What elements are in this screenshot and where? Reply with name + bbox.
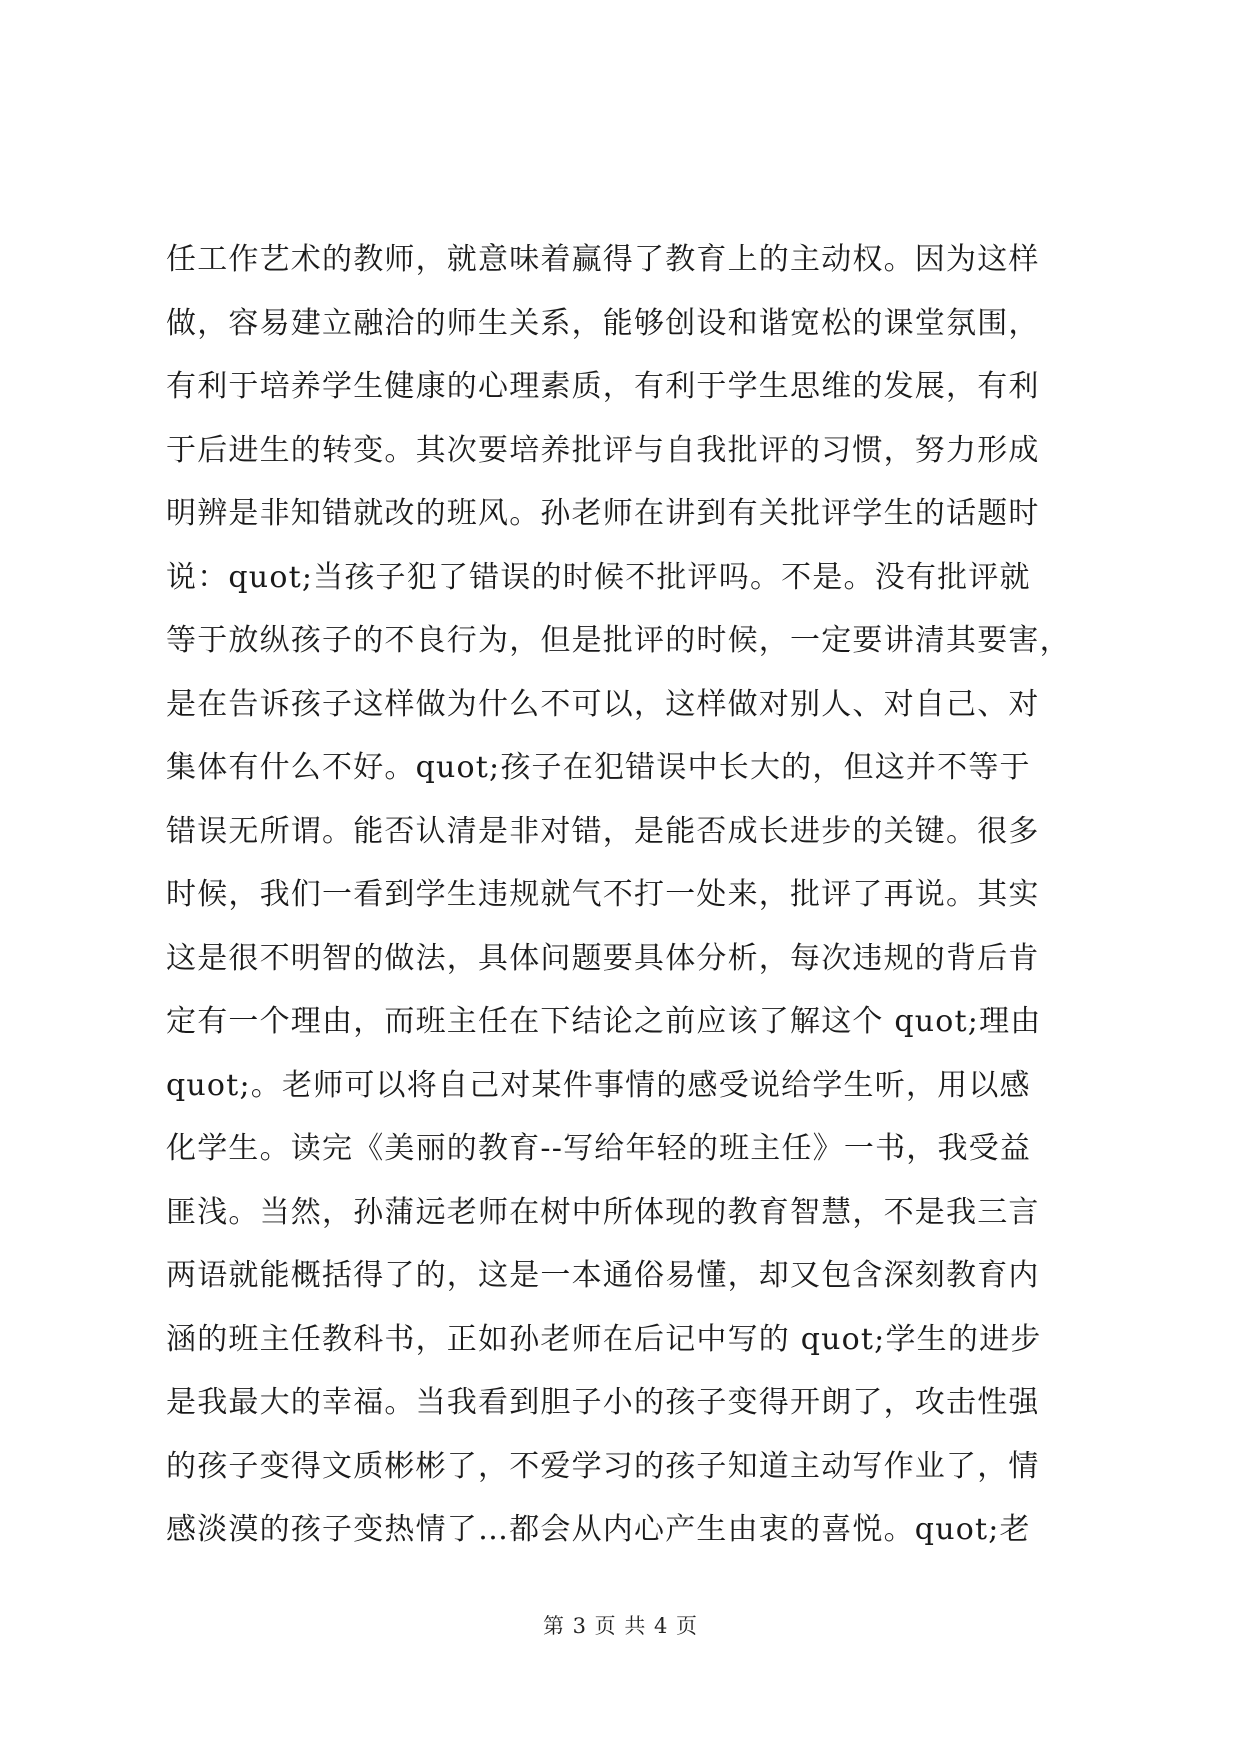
text-line: 匪浅。当然，孙蒲远老师在树中所体现的教育智慧，不是我三言 <box>166 1194 1040 1230</box>
text-line: 涵的班主任教科书，正如孙老师在后记中写的 quot;学生的进步 <box>166 1321 1042 1357</box>
text-line: 说：quot;当孩子犯了错误的时候不批评吗。不是。没有批评就 <box>166 559 1031 595</box>
page-footer <box>0 1610 1241 1640</box>
text-line: quot;。老师可以将自己对某件事情的感受说给学生听，用以感 <box>166 1067 1031 1103</box>
text-line: 感淡漠的孩子变热情了…都会从内心产生由衷的喜悦。quot;老 <box>166 1512 1031 1547</box>
text-line: 的孩子变得文质彬彬了，不爱学习的孩子知道主动写作业了，情 <box>166 1448 1040 1484</box>
text-line: 是在告诉孩子这样做为什么不可以，这样做对别人、对自己、对 <box>166 686 1040 722</box>
text-line: 集体有什么不好。quot;孩子在犯错误中长大的，但这并不等于 <box>166 750 1031 785</box>
page-number-indicator: 第 3 页 共 4 页 <box>542 1614 699 1638</box>
text-line: 这是很不明智的做法，具体问题要具体分析，每次违规的背后肯 <box>166 940 1040 976</box>
text-line: 有利于培养学生健康的心理素质，有利于学生思维的发展，有利 <box>166 369 1040 404</box>
body-text <box>166 228 1086 1562</box>
text-line: 时候，我们一看到学生违规就气不打一处来，批评了再说。其实 <box>166 877 1040 912</box>
text-line: 错误无所谓。能否认清是非对错，是能否成长进步的关键。很多 <box>166 813 1040 849</box>
text-line: 等于放纵孩子的不良行为，但是批评的时候，一定要讲清其要害， <box>166 623 1071 658</box>
text-line: 是我最大的幸福。当我看到胆子小的孩子变得开朗了，攻击性强 <box>166 1385 1040 1420</box>
text-line: 做，容易建立融洽的师生关系，能够创设和谐宽松的课堂氛围， <box>166 305 1040 341</box>
text-line: 任工作艺术的教师，就意味着赢得了教育上的主动权。因为这样 <box>166 242 1040 277</box>
text-line: 化学生。读完《美丽的教育--写给年轻的班主任》一书，我受益 <box>166 1131 1032 1166</box>
text-line: 定有一个理由，而班主任在下结论之前应该了解这个 quot;理由 <box>166 1004 1042 1039</box>
text-line: 明辨是非知错就改的班风。孙老师在讲到有关批评学生的话题时 <box>166 496 1040 531</box>
text-line: 于后进生的转变。其次要培养批评与自我批评的习惯，努力形成 <box>166 432 1040 468</box>
text-line: 两语就能概括得了的，这是一本通俗易懂，却又包含深刻教育内 <box>166 1258 1040 1293</box>
